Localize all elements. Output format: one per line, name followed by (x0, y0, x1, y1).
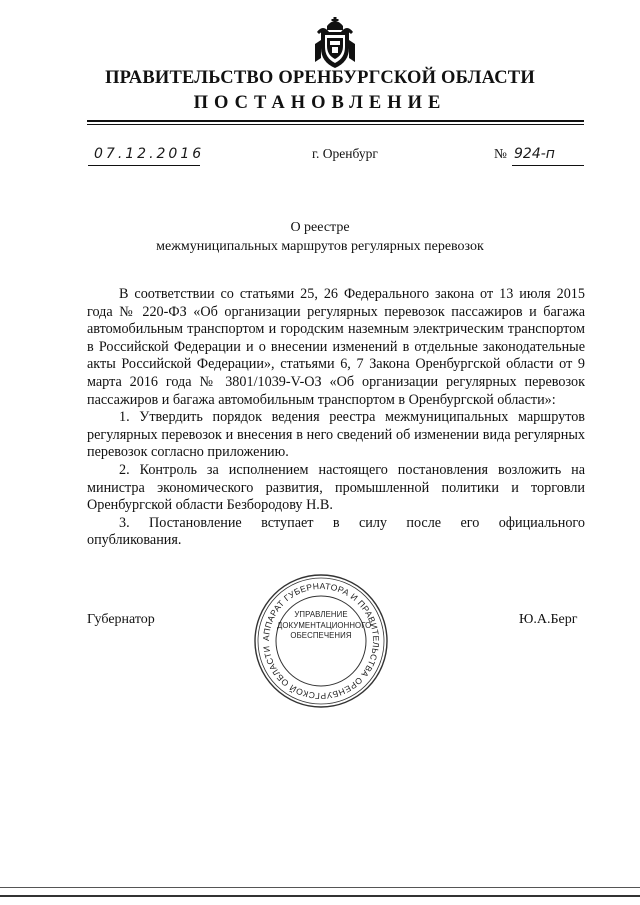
document-subject (0, 218, 640, 256)
signatory-role: Губернатор (87, 612, 155, 627)
signatory-name: Ю.А.Берг (519, 612, 578, 627)
stamp-line-1: УПРАВЛЕНИЕ (294, 610, 348, 619)
handwritten-date: 07.12.2016 (94, 146, 205, 162)
stamp-center-text (277, 610, 372, 642)
city-label: г. Оренбург (312, 146, 378, 161)
date-field (88, 145, 205, 166)
subject-line-2: межмуниципальных маршрутов регулярных перевозок (156, 239, 484, 254)
scan-edge-line (0, 887, 640, 888)
header-rule-thin (87, 124, 584, 125)
organization-title: ПРАВИТЕЛЬСТВО ОРЕНБУРГСКОЙ ОБЛАСТИ (105, 68, 535, 88)
stamp-line-2: ДОКУМЕНТАЦИОННОГО (277, 620, 372, 630)
item-1-paragraph: 1. Утвердить порядок ведения реестра межмуниципальных маршрутов регулярных перевозок и внесения в него сведений об изменении вида регулярных перевозок согласно приложению. (87, 409, 585, 461)
item-3-paragraph: 3. Постановление вступает в силу после его официального (119, 514, 585, 531)
document-body (87, 286, 585, 550)
handwritten-number: 924-п (514, 146, 555, 162)
intro-paragraph: В соответствии со статьями 25, 26 Федерального закона от 13 июля 2015 года № 220-ФЗ «Об организации регулярных перевозок пассажиров и багажа автомобильным транспортом и городским наземным электрическим транспортом в Российской Федерации и о внесении изменений в отдельные законодательные акты Российской Федерации», статьями 6, 7 Закона Оренбургской области от 9 марта 2016 года № 3801/1039-V-ОЗ «Об организации регулярных перевозок пассажиров и багажа автомобильным транспортом в Оренбургской области»: (87, 286, 585, 408)
header-rule-thick (87, 120, 584, 122)
stamp-ring-text: АППАРАТ ГУБЕРНАТОРА И ПРАВИТЕЛЬСТВА ОРЕНБУРГСКОЙ ОБЛАСТИ (260, 580, 382, 702)
coat-of-arms-emblem (313, 14, 357, 70)
item-3-continuation: опубликования. (87, 532, 182, 549)
stamp-line-3: ОБЕСПЕЧЕНИЯ (290, 631, 352, 640)
number-field (512, 145, 584, 166)
document-type-heading: ПОСТАНОВЛЕНИЕ (193, 93, 447, 113)
number-label: № (494, 146, 507, 161)
item-2-paragraph: 2. Контроль за исполнением настоящего постановления возложить на министра экономического развития, промышленной политики и торговли Оренбургской области Безбородову Н.В. (87, 461, 585, 514)
scan-edge-border (0, 895, 640, 897)
subject-line-1: О реестре (290, 220, 350, 235)
official-stamp (253, 573, 389, 709)
